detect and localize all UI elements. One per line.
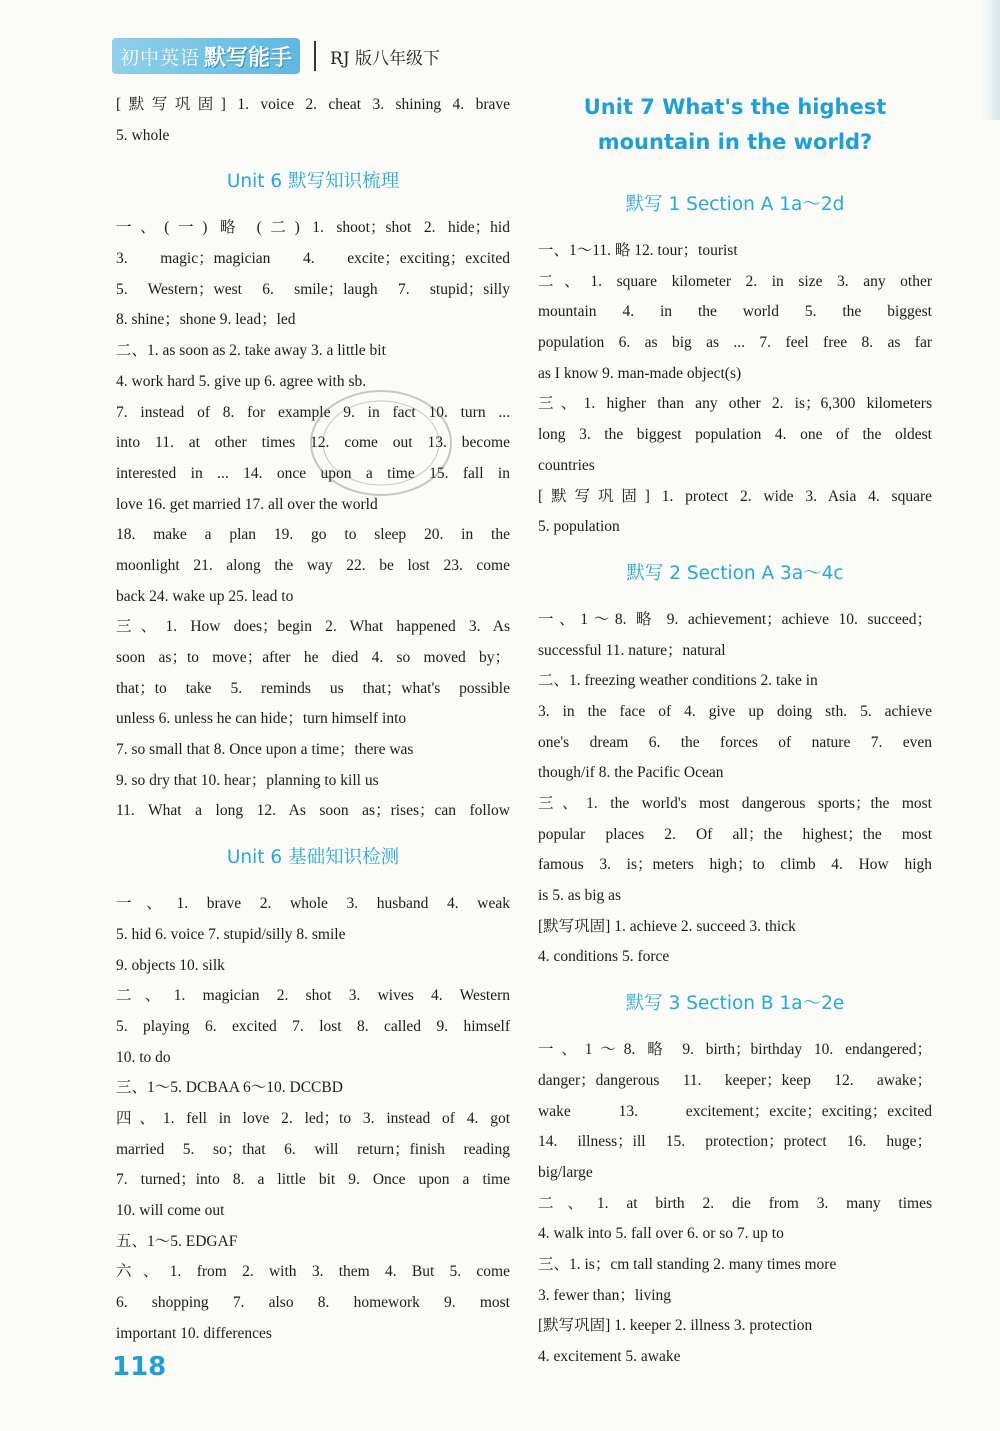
answer-line: 5. population: [538, 518, 620, 536]
answer-line: countries: [538, 456, 595, 474]
section-title: 默写 2 Section A 3a～4c: [626, 562, 844, 584]
answer-line: 5. playing 6. excited 7. lost 8. called 9. himself: [116, 1017, 510, 1035]
unit-title-line-2: mountain in the world?: [597, 130, 873, 154]
unit-title-line-1: Unit 7 What's the highest: [583, 95, 887, 119]
answer-line: 一、1. brave 2. whole 3. husband 4. weak: [116, 895, 510, 913]
answer-line: 二、1. freezing weather conditions 2. take in: [538, 672, 818, 690]
section-title: 默写 1 Section A 1a～2d: [625, 194, 845, 215]
answer-line: that；to take 5. reminds us that；what's possible: [116, 679, 510, 697]
answer-line: 二、1. as soon as 2. take away 3. a little bit: [116, 342, 386, 360]
left-column: [116, 90, 510, 1349]
answer-line: 7. so small that 8. Once upon a time；there was: [116, 741, 414, 759]
section-title: Unit 6 基础知识检测: [226, 847, 400, 869]
answer-line: [默写巩固] 1. voice 2. cheat 3. shining 4. brave: [116, 96, 510, 113]
brand-subject: 初中英语: [120, 46, 201, 69]
section-title: Unit 6 默写知识梳理: [226, 171, 400, 193]
answer-line: 9. so dry that 10. hear；planning to kill us: [116, 771, 379, 789]
answer-line: 一、1～11. 略 12. tour；tourist: [538, 242, 738, 259]
answer-line: as I know 9. man-made object(s): [538, 364, 742, 382]
answer-line: 9. objects 10. silk: [116, 956, 225, 974]
answer-line: 10. to do: [116, 1048, 171, 1066]
answer-line: 4. work hard 5. give up 6. agree with sb.: [116, 372, 367, 390]
answer-line: though/if 8. the Pacific Ocean: [538, 764, 724, 782]
answer-line: 8. shine；shone 9. lead；led: [116, 311, 296, 329]
answer-line: one's dream 6. the forces of nature 7. even: [538, 733, 932, 751]
answer-line: popular places 2. Of all；the highest；the most: [538, 825, 932, 843]
answer-line: 一、(一) 略 (二) 1. shoot；shot 2. hide；hid: [116, 219, 510, 237]
answer-line: 二、1. magician 2. shot 3. wives 4. Western: [116, 987, 510, 1005]
answer-line: 3. magic；magician 4. excite；exciting；excited: [116, 250, 510, 268]
answer-line: 5. whole: [116, 126, 170, 144]
right-column: [538, 90, 932, 1373]
answer-line: 三、1. the world's most dangerous sports；the most: [538, 795, 932, 812]
answer-line: [默写巩固] 1. keeper 2. illness 3. protection: [538, 1317, 813, 1335]
answer-line: interested in ... 14. once upon a time 15. fall in: [116, 464, 510, 482]
page-number: 118: [112, 1352, 167, 1382]
answer-line: 二、1. at birth 2. die from 3. many times: [538, 1194, 932, 1212]
answer-line: 三、1～5. DCBAA 6～10. DCCBD: [116, 1079, 343, 1097]
answer-line: married 5. so；that 6. will return；finish reading: [116, 1140, 510, 1158]
header-divider: [314, 41, 316, 71]
answer-line: 三、1. is；cm tall standing 2. many times more: [538, 1255, 837, 1273]
answer-line: soon as；to move；after he died 4. so moved by；: [116, 649, 510, 666]
answer-line: back 24. wake up 25. lead to: [116, 587, 294, 605]
brand-series: 默写能手: [204, 45, 293, 71]
answer-line: [默写巩固] 1. protect 2. wide 3. Asia 4. square: [538, 487, 932, 505]
answer-line: long 3. the biggest population 4. one of the oldest: [538, 426, 932, 444]
answer-line: 四、1. fell in love 2. led；to 3. instead of 4. got: [116, 1109, 510, 1127]
page-header: [112, 36, 440, 76]
answer-line: 5. hid 6. voice 7. stupid/silly 8. smile: [116, 925, 346, 943]
answer-line: 10. will come out: [116, 1202, 225, 1219]
answer-line: mountain 4. in the world 5. the biggest: [538, 303, 932, 321]
answer-line: 18. make a plan 19. go to sleep 20. in the: [116, 526, 510, 544]
answer-line: famous 3. is；meters high；to climb 4. How high: [538, 856, 932, 874]
book-brand-logo: [112, 38, 300, 74]
answer-line: successful 11. nature；natural: [538, 641, 726, 659]
answer-line: 六、1. from 2. with 3. them 4. But 5. come: [116, 1263, 510, 1281]
answer-line: 一、1～8. 略 9. achievement；achieve 10. succeed；: [538, 610, 932, 628]
answer-line: is 5. as big as: [538, 887, 622, 905]
answer-line: 一、1～8. 略 9. birth；birthday 10. endangered；: [538, 1041, 932, 1059]
answer-line: 4. excitement 5. awake: [538, 1348, 681, 1365]
answer-line: 11. What a long 12. As soon as；rises；can follow: [116, 802, 510, 820]
answer-line: into 11. at other times 12. come out 13. become: [116, 434, 510, 452]
answer-line: love 16. get married 17. all over the world: [116, 495, 378, 513]
answer-line: 4. walk into 5. fall over 6. or so 7. up to: [538, 1225, 784, 1243]
answer-line: 三、1. higher than any other 2. is；6,300 kilometers: [538, 395, 932, 413]
answer-line: danger；dangerous 11. keeper；keep 12. awake；: [538, 1071, 932, 1089]
right-column-body: [538, 174, 932, 1373]
unit-7-heading: [538, 90, 932, 170]
answer-line: 3. in the face of 4. give up doing sth. 5. achieve: [538, 702, 932, 720]
answer-line: 6. shopping 7. also 8. homework 9. most: [116, 1294, 510, 1312]
answer-line: wake 13. excitement；excite；exciting；excited: [538, 1102, 932, 1120]
answer-line: 三、1. How does；begin 2. What happened 3. As: [116, 618, 510, 636]
answer-line: 五、1～5. EDGAF: [116, 1232, 238, 1250]
answer-line: 二、1. square kilometer 2. in size 3. any other: [538, 272, 932, 290]
edition-label: RJ 版八年级下: [330, 48, 441, 69]
answer-line: unless 6. unless he can hide；turn himself into: [116, 710, 407, 728]
answer-line: 7. turned；into 8. a little bit 9. Once upon a time: [116, 1171, 510, 1189]
answer-line: 7. instead of 8. for example 9. in fact 10. turn ...: [116, 403, 510, 421]
answer-line: big/large: [538, 1163, 593, 1181]
section-title: 默写 3 Section B 1a～2e: [625, 993, 845, 1015]
answer-line: 5. Western；west 6. smile；laugh 7. stupid；silly: [116, 280, 510, 298]
answer-line: moonlight 21. along the way 22. be lost 23. come: [116, 556, 510, 574]
page-edge-shadow: [982, 0, 1000, 120]
answer-line: population 6. as big as ... 7. feel free 8. as far: [538, 334, 932, 352]
answer-line: [默写巩固] 1. achieve 2. succeed 3. thick: [538, 917, 796, 935]
answer-line: important 10. differences: [116, 1324, 272, 1342]
answer-line: 14. illness；ill 15. protection；protect 16. huge；: [538, 1133, 932, 1151]
answer-line: 3. fewer than；living: [538, 1286, 672, 1304]
answer-line: 4. conditions 5. force: [538, 948, 670, 966]
